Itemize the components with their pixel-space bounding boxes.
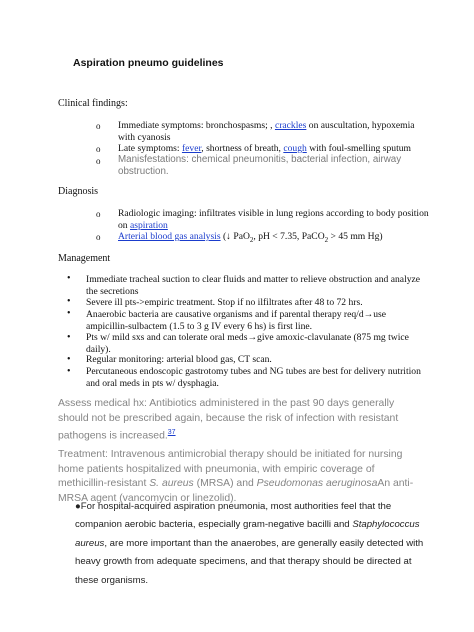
list-bullet: • (67, 366, 71, 377)
list-bullet: • (67, 354, 71, 365)
diagnosis-item-abg (118, 231, 438, 247)
management-heading: Management (58, 253, 111, 264)
management-item: Severe ill pts->empiric treatment. Stop if no ilfiltrates after 48 to 72 hrs. (86, 297, 363, 308)
clinical-item-immediate (118, 120, 418, 143)
list-bullet: o (96, 121, 101, 131)
italic-organism: S. aureus (149, 478, 194, 490)
italic-organism: Pseudomonas aeruginosa (256, 478, 378, 490)
text-segment: , shortness of breath, (201, 143, 284, 154)
assess-paragraph (58, 397, 423, 444)
abg-analysis-link[interactable]: Arterial blood gas analysis (118, 231, 221, 242)
text-segment: , are more important than the anaerobes, are generally easily detected with heavy growth from adequate specimens, and that therapy should be directed at these organisms. (75, 537, 424, 586)
list-bullet: • (67, 296, 71, 307)
management-item: Anaerobic bacteria are causative organisms and if parental therapy req/d→use ampicillin-sulbactem (1.5 to 3 g IV every 6 hs) is first line. (86, 309, 387, 332)
diagnosis-heading: Diagnosis (58, 186, 98, 197)
list-bullet: o (96, 144, 101, 154)
text-segment: Assess medical hx: Antibiotics administered in the past 90 days generally should not be prescribed again, because the risk of infection with resistant pathogens is increased. (58, 398, 399, 442)
text-segment: (MRSA) and (193, 478, 257, 490)
list-bullet: • (67, 332, 71, 343)
subscript: 2 (249, 235, 254, 244)
list-bullet: o (96, 156, 101, 166)
list-bullet: o (96, 209, 101, 219)
clinical-item-manifestations: Manisfestations: chemical pneumonitis, bacterial infection, airway obstruction. (118, 154, 402, 177)
list-bullet: o (96, 232, 101, 242)
clinical-item-late (118, 143, 418, 155)
list-bullet: • (67, 308, 71, 319)
list-bullet: • (67, 273, 71, 284)
management-item: Percutaneous endoscopic gastrotomy tubes and NG tubes are best for delivery nutrition and oral meds in pts w/ dysphagia. (86, 366, 421, 389)
text-segment: Radiologic imaging: infiltrates visible in lung regions according to body position on (118, 208, 429, 231)
hospital-acquired-paragraph (75, 498, 431, 590)
page-title: Aspiration pneumo guidelines (73, 57, 224, 69)
text-segment: , pH < 7.35, PaCO (253, 231, 325, 242)
text-segment: > 45 mm Hg) (328, 231, 383, 242)
text-segment: Late symptoms: (118, 143, 182, 154)
italic-organism: Staphylococcus aureus (75, 519, 420, 549)
crackles-link[interactable]: crackles (274, 120, 307, 131)
management-item: Regular monitoring: arterial blood gas, CT scan. (86, 354, 272, 365)
diagnosis-item-imaging (118, 208, 433, 231)
text-segment: An anti-MRSA agent (vancomycin or linezolid). (58, 478, 414, 504)
text-segment: on auscultation, hypoxemia with cyanosis (118, 120, 415, 143)
text-segment: with foul-smelling sputum (306, 143, 411, 154)
aspiration-link[interactable]: aspiration (130, 219, 168, 231)
management-item: Immediate tracheal suction to clear fluids and matter to relieve obstruction and analyze the secretions (86, 274, 421, 297)
reference-link[interactable]: 37 (167, 429, 176, 437)
subscript: 2 (324, 235, 329, 244)
text-segment: (↓ PaO (220, 231, 250, 242)
fever-link[interactable]: fever (181, 143, 202, 154)
text-segment: Immediate symptoms: bronchospasms; , (118, 120, 275, 131)
text-segment: Treatment: Intravenous antimicrobial therapy should be initiated for nursing home patients hospitalized with pneumonia, with empiric coverage of methicillin-resistant (58, 449, 403, 490)
clinical-findings-heading: Clinical findings: (58, 98, 128, 109)
management-item: Pts w/ mild sxs and can tolerate oral meds→give amoxic-clavulanate (875 mg twice daily). (86, 332, 409, 355)
text-segment: For hospital-acquired aspiration pneumonia, most authorities feel that the companion aerobic bacteria, especially gram-negative bacilli and (75, 501, 392, 531)
cough-link[interactable]: cough (283, 143, 307, 154)
bullet-dot: ● (75, 501, 81, 512)
